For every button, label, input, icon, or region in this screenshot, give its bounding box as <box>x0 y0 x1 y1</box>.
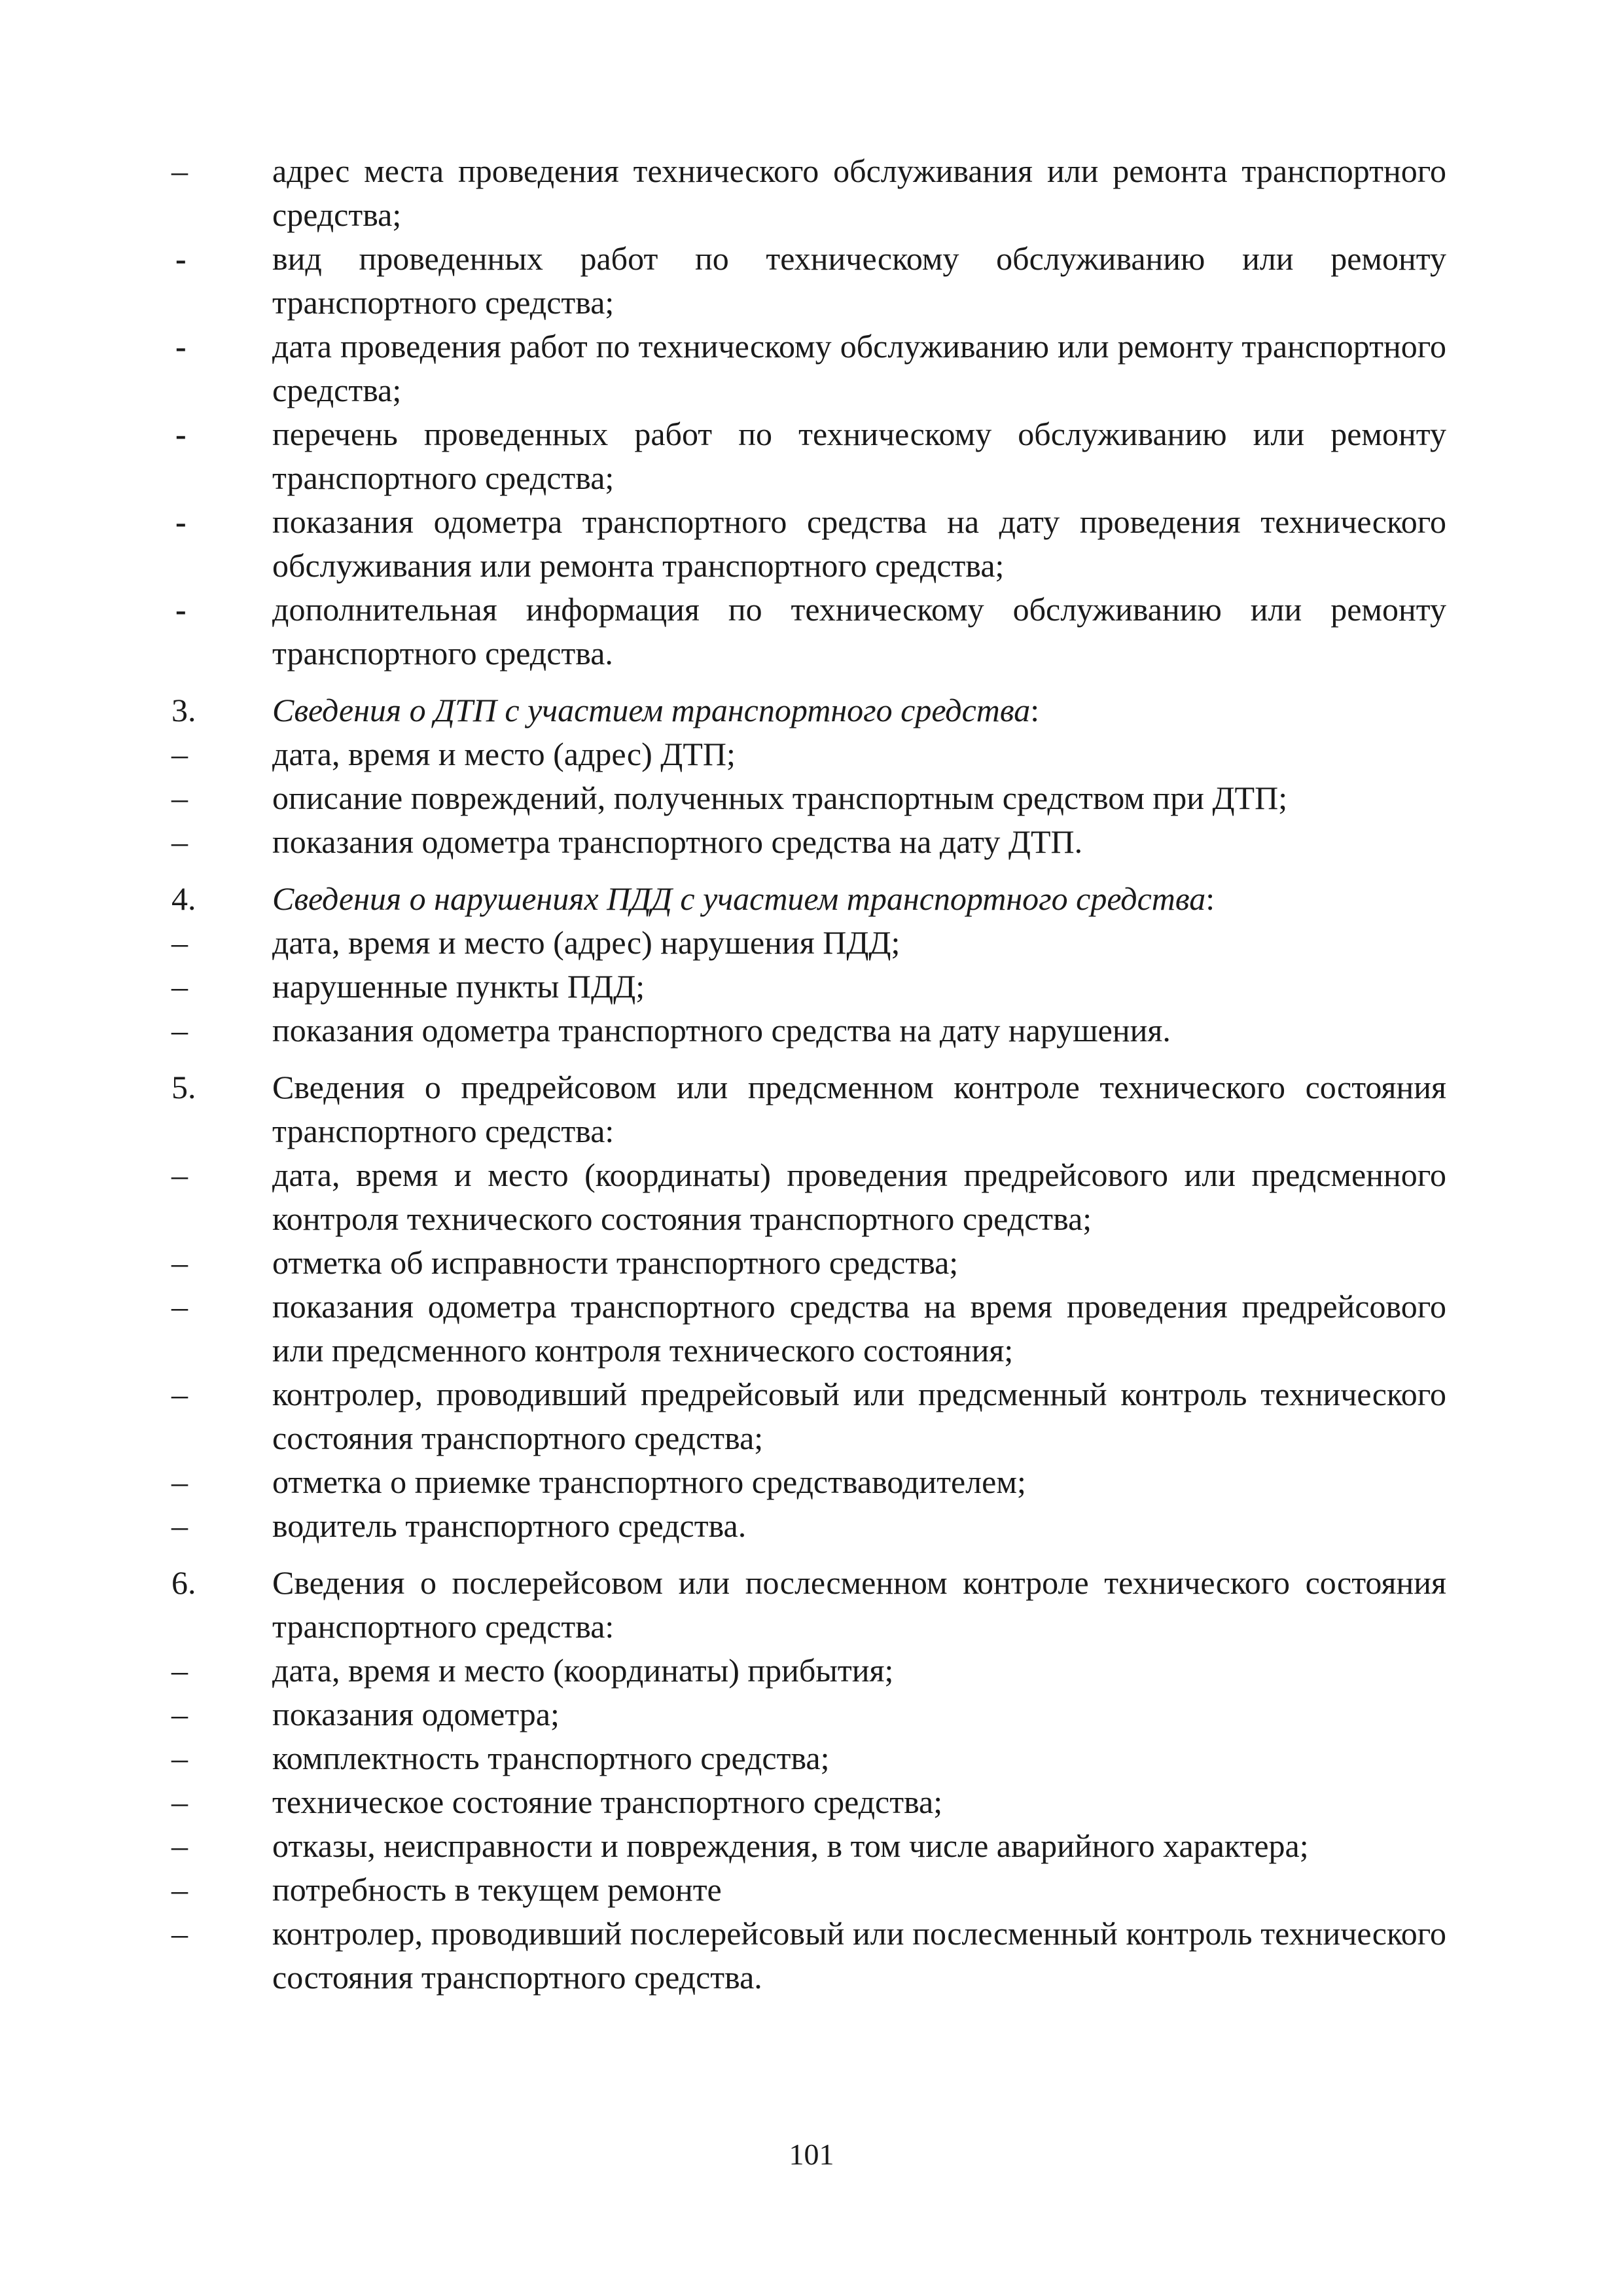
list-item-text: показания одометра транспортного средства на дату нарушения. <box>272 1012 1171 1049</box>
list-item-text: нарушенные пункты ПДД; <box>272 968 645 1005</box>
list-item <box>171 1736 1446 1780</box>
section-title: Сведения о предрейсовом или предсменном контроле технического состояния транспортного средства: <box>272 1069 1446 1149</box>
section-number: 4. <box>171 880 196 917</box>
list-marker: – <box>171 823 188 860</box>
list-marker: – <box>171 1244 188 1281</box>
list-marker: - <box>175 240 187 277</box>
list-item <box>171 588 1446 675</box>
section-title: Сведения о нарушениях ПДД с участием транспортного средства <box>272 880 1206 917</box>
list-item-text: показания одометра транспортного средства на дату проведения технического обслуживания или ремонта транспортного средства; <box>272 503 1446 584</box>
section-title-colon: : <box>1205 880 1215 917</box>
section-3-heading <box>171 689 1446 732</box>
list-item <box>171 1912 1446 2000</box>
list-marker: – <box>171 924 188 961</box>
list-item <box>171 1372 1446 1460</box>
list-marker: – <box>171 1507 188 1544</box>
list-item <box>171 965 1446 1009</box>
list-marker: – <box>171 152 188 189</box>
list-item <box>171 325 1446 412</box>
list-item <box>171 921 1446 965</box>
list-item-text: дата проведения работ по техническому обслуживанию или ремонту транспортного средства; <box>272 328 1446 408</box>
section-title: Сведения о ДТП с участием транспортного средства <box>272 692 1031 728</box>
list-item-text: контролер, проводивший послерейсовый или послесменный контроль технического состояния транспортного средства. <box>272 1915 1446 1996</box>
list-item <box>171 1153 1446 1241</box>
list-item <box>171 1009 1446 1052</box>
list-item-text: вид проведенных работ по техническому обслуживанию или ремонту транспортного средства; <box>272 240 1446 321</box>
list-item-text: дата, время и место (адрес) нарушения ПДД; <box>272 924 901 961</box>
list-item-text: отказы, неисправности и повреждения, в том числе аварийного характера; <box>272 1827 1309 1864</box>
list-item-text: дополнительная информация по техническому обслуживанию или ремонту транспортного средства. <box>272 591 1446 672</box>
list-item <box>171 1868 1446 1912</box>
section-number: 6. <box>171 1564 196 1601</box>
list-item-text: потребность в текущем ремонте <box>272 1871 722 1908</box>
list-item <box>171 1824 1446 1868</box>
list-item-text: описание повреждений, полученных транспортным средством при ДТП; <box>272 780 1288 816</box>
list-marker: – <box>171 1376 188 1412</box>
list-item <box>171 1285 1446 1372</box>
section-5-heading <box>171 1066 1446 1153</box>
list-item-text: показания одометра; <box>272 1696 560 1732</box>
list-marker: – <box>171 1157 188 1193</box>
section-number: 5. <box>171 1069 196 1105</box>
section-6-heading <box>171 1561 1446 1649</box>
list-item-text: перечень проведенных работ по техническому обслуживанию или ремонту транспортного средства; <box>272 416 1446 496</box>
list-marker: - <box>175 503 187 540</box>
list-item-text: техническое состояние транспортного средства; <box>272 1784 943 1820</box>
list-item <box>171 1460 1446 1504</box>
list-marker: - <box>175 416 187 452</box>
list-marker: – <box>171 968 188 1005</box>
list-marker: – <box>171 1463 188 1500</box>
list-item <box>171 412 1446 500</box>
page-number: 101 <box>789 2138 834 2171</box>
list-item <box>171 1649 1446 1693</box>
section-number: 3. <box>171 692 196 728</box>
document-page <box>171 149 1446 2000</box>
section-title-colon: : <box>1030 692 1040 728</box>
list-marker: – <box>171 736 188 772</box>
list-item <box>171 1504 1446 1548</box>
list-item <box>171 776 1446 820</box>
list-marker: – <box>171 1784 188 1820</box>
list-item <box>171 1693 1446 1736</box>
list-item-text: дата, время и место (координаты) проведения предрейсового или предсменного контроля технического состояния транспортного средства; <box>272 1157 1446 1237</box>
list-marker: – <box>171 1871 188 1908</box>
section-title: Сведения о послерейсовом или послесменном контроле технического состояния транспортного средства: <box>272 1564 1446 1645</box>
list-item-text: дата, время и место (координаты) прибытия; <box>272 1652 894 1689</box>
list-item <box>171 732 1446 776</box>
list-item <box>171 820 1446 864</box>
list-marker: – <box>171 1827 188 1864</box>
section-4-heading <box>171 877 1446 921</box>
list-item-text: водитель транспортного средства. <box>272 1507 747 1544</box>
list-item-text: адрес места проведения технического обслуживания или ремонта транспортного средства; <box>272 152 1446 233</box>
list-marker: – <box>171 780 188 816</box>
list-item-text: отметка об исправности транспортного средства; <box>272 1244 959 1281</box>
list-item-text: отметка о приемке транспортного средстваводителем; <box>272 1463 1026 1500</box>
list-marker: – <box>171 1012 188 1049</box>
list-marker: – <box>171 1740 188 1776</box>
list-item <box>171 149 1446 237</box>
list-marker: – <box>171 1915 188 1952</box>
list-marker: - <box>175 328 187 365</box>
list-marker: – <box>171 1288 188 1325</box>
list-marker: - <box>175 591 187 628</box>
list-marker: – <box>171 1696 188 1732</box>
list-item <box>171 237 1446 325</box>
list-item-text: контролер, проводивший предрейсовый или предсменный контроль технического состояния транспортного средства; <box>272 1376 1446 1456</box>
list-item <box>171 1780 1446 1824</box>
list-item-text: показания одометра транспортного средства на время проведения предрейсового или предсменного контроля технического состояния; <box>272 1288 1446 1369</box>
list-item-text: показания одометра транспортного средства на дату ДТП. <box>272 823 1083 860</box>
list-item <box>171 1241 1446 1285</box>
list-marker: – <box>171 1652 188 1689</box>
list-item <box>171 500 1446 588</box>
list-item-text: дата, время и место (адрес) ДТП; <box>272 736 736 772</box>
list-item-text: комплектность транспортного средства; <box>272 1740 830 1776</box>
